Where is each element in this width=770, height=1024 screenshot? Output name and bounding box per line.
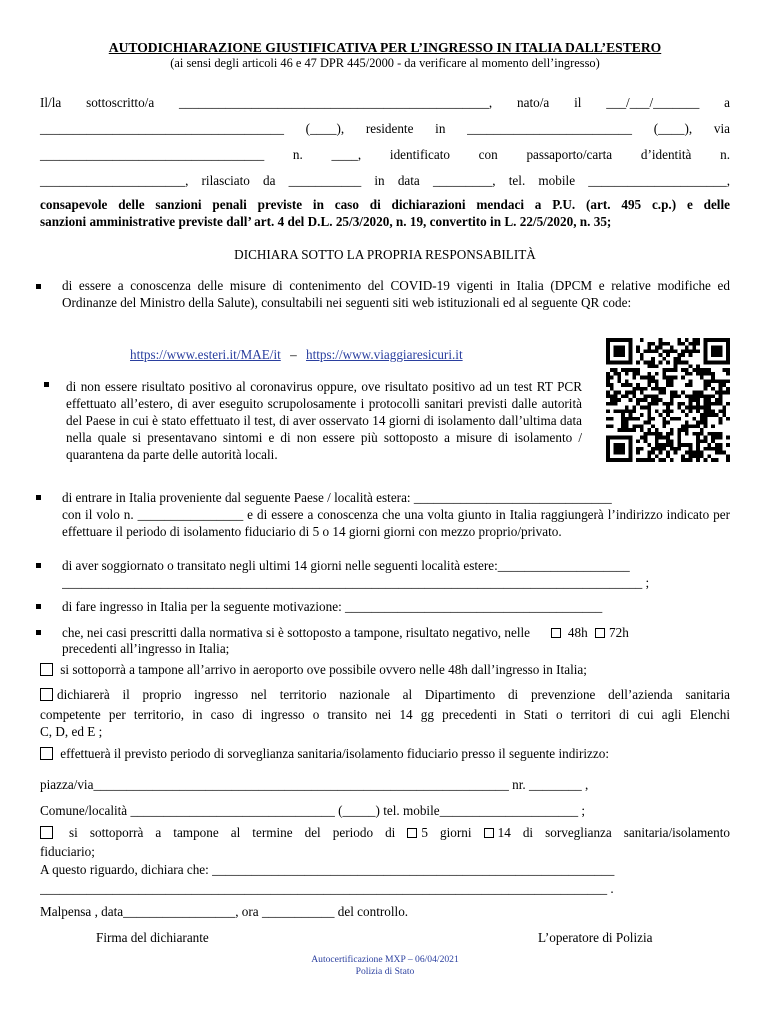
regard-field[interactable]: A questo riguardo, dichiara che: _____________________________________________________________ (40, 862, 615, 877)
option-48h-label: 48h (567, 625, 588, 640)
checkbox-isolation[interactable] (40, 747, 53, 760)
bullet-icon (36, 284, 41, 289)
bullet-swab-text: che, nei casi prescritti dalla normativa si è sottoposto a tampone, risultato negativo, nelle (62, 625, 531, 640)
declare-heading: DICHIARA SOTTO LA PROPRIA RESPONSABILITÀ (234, 247, 536, 262)
option-72h-label: 72h (609, 625, 629, 640)
address-street-field[interactable]: piazza/via_______________________________________________________________ nr. ________ , (40, 777, 589, 792)
option-declare-entry-line-2: competente per territorio, in caso di ingresso o transito nei 14 gg precedenti in Stati o territori di cui agli Elenchi (40, 707, 730, 722)
footer-line-2: Polizia di Stato (355, 966, 415, 977)
footer-line-1: Autocertificazione MXP – 06/04/2021 (311, 954, 459, 965)
awareness-line-2: sanzioni amministrative previste dall’ art. 4 del D.L. 25/3/2020, n. 19, convertito in L. 22/5/2020, n. 35; (40, 214, 612, 229)
bullet-icon (44, 382, 49, 387)
option-declare-entry-line-1 (40, 686, 730, 703)
option-5-days-label: 5 giorni (421, 825, 472, 840)
regard-field-2[interactable]: ______________________________________________________________________________________ . (40, 881, 614, 896)
link-separator: – (290, 347, 297, 362)
checkbox-5-days[interactable] (407, 828, 417, 838)
bullet-swab-line-2: precedenti all’ingresso in Italia; (62, 641, 230, 656)
option-arrival-swab (40, 661, 730, 678)
checkbox-72h[interactable] (595, 628, 605, 638)
option-final-swab-text: si sottoporrà a tampone al termine del periodo di (69, 825, 396, 840)
bullet-icon (36, 563, 41, 568)
form-title: AUTODICHIARAZIONE GIUSTIFICATIVA PER L’INGRESSO IN ITALIA DALL’ESTERO (108, 40, 662, 55)
address-city-field[interactable]: Comune/località _______________________________ (_____) tel. mobile_____________________ ; (40, 803, 586, 818)
bullet-stay-line-1[interactable]: di aver soggiornato o transitato negli ultimi 14 giorni nelle seguenti località estere:____________________ (62, 558, 630, 573)
checkbox-final-swab[interactable] (40, 826, 53, 839)
bullet-icon (36, 604, 41, 609)
link-viaggiaresicuri[interactable]: https://www.viaggiaresicuri.it (305, 347, 463, 362)
link-esteri[interactable]: https://www.esteri.it/MAE/it (130, 347, 281, 362)
bullet-motivation-line[interactable]: di fare ingresso in Italia per la seguente motivazione: _______________________________________ (62, 599, 603, 614)
checkbox-declare-entry[interactable] (40, 688, 53, 701)
bullet-stay-line-2[interactable]: ________________________________________________________________________________________ ; (62, 575, 650, 590)
option-declare-entry-text: dichiarerà il proprio ingresso nel territorio nazionale al Dipartimento di prevenzione dell’azienda sanitaria (57, 687, 730, 702)
bullet-not-positive-text: di non essere risultato positivo al coronavirus oppure, ove risultato positivo ad un test RT PCR effettuato all’estero, di aver eseguito scrupolosamente i protocolli sanitari previsti dalle autorità del Paese in cui è stato effettuato il test, di aver osservato 14 giorni di isolamento dall’ultima data nella quale si presentavano sintomi e di non essere più sottoposto a misure di isolamento / quarantena da parte delle autorità locali. (66, 379, 582, 462)
awareness-line-1: consapevole delle sanzioni penali previste in caso di dichiarazioni mendaci a P.U. (art. 495 c.p.) e delle (40, 197, 730, 212)
option-14-days-label: 14 di sorveglianza sanitaria/isolamento (497, 825, 731, 840)
bullet-knowledge-text: di essere a conoscenza delle misure di contenimento del COVID-19 vigenti in Italia (DPCM e relative modifiche ed Ordinanze del Ministro della Salute), consultabili nei seguenti siti web istituzionali ed al seguente QR code: (62, 278, 730, 310)
personal-line-1[interactable]: Il/la sottoscritto/a _______________________________________________, nato/a il ___/___/_______ a (40, 95, 730, 110)
bullet-icon (36, 630, 41, 635)
checkbox-48h[interactable] (551, 628, 561, 638)
checkbox-arrival-swab[interactable] (40, 663, 53, 676)
date-time-line[interactable]: Malpensa , data_________________, ora ___________ del controllo. (40, 904, 409, 919)
personal-line-4[interactable]: ______________________, rilasciato da ___________ in data _________, tel. mobile _____________________, (40, 173, 730, 188)
bullet-swab-line-1 (62, 624, 730, 641)
option-declare-entry-line-3: C, D, ed E ; (40, 724, 103, 739)
option-final-swab-line-1 (40, 824, 730, 841)
bullet-origin-line-1[interactable]: di entrare in Italia proveniente dal seguente Paese / località estera: ______________________________ (62, 490, 612, 505)
option-final-swab-line-2: fiduciario; (40, 844, 95, 859)
personal-line-3[interactable]: __________________________________ n. ____, identificato con passaporto/carta d’identità n. (40, 147, 730, 162)
bullet-origin-rest[interactable]: con il volo n. ________________ e di essere a conoscenza che una volta giunto in Italia raggiungerà l’indirizzo indicato per effettuare il periodo di isolamento fiduciario di 5 o 14 giorni giorni con mezzo proprio/privato. (62, 507, 730, 539)
qr-code-icon (604, 338, 732, 462)
signature-officer: L’operatore di Polizia (538, 930, 653, 945)
option-isolation (40, 745, 730, 762)
personal-line-2[interactable]: _____________________________________ (____), residente in _________________________ (____), via (40, 121, 730, 136)
links-row (130, 346, 463, 363)
checkbox-14-days[interactable] (484, 828, 494, 838)
bullet-icon (36, 495, 41, 500)
form-subtitle: (ai sensi degli articoli 46 e 47 DPR 445/2000 - da verificare al momento dell’ingresso) (170, 56, 600, 70)
option-isolation-text: effettuerà il previsto periodo di sorveglianza sanitaria/isolamento fiduciario presso il seguente indirizzo: (60, 746, 609, 761)
signature-declarant: Firma del dichiarante (96, 930, 209, 945)
option-arrival-swab-text: si sottoporrà a tampone all’arrivo in aeroporto ove possibile ovvero nelle 48h dall’ingresso in Italia; (60, 662, 587, 677)
